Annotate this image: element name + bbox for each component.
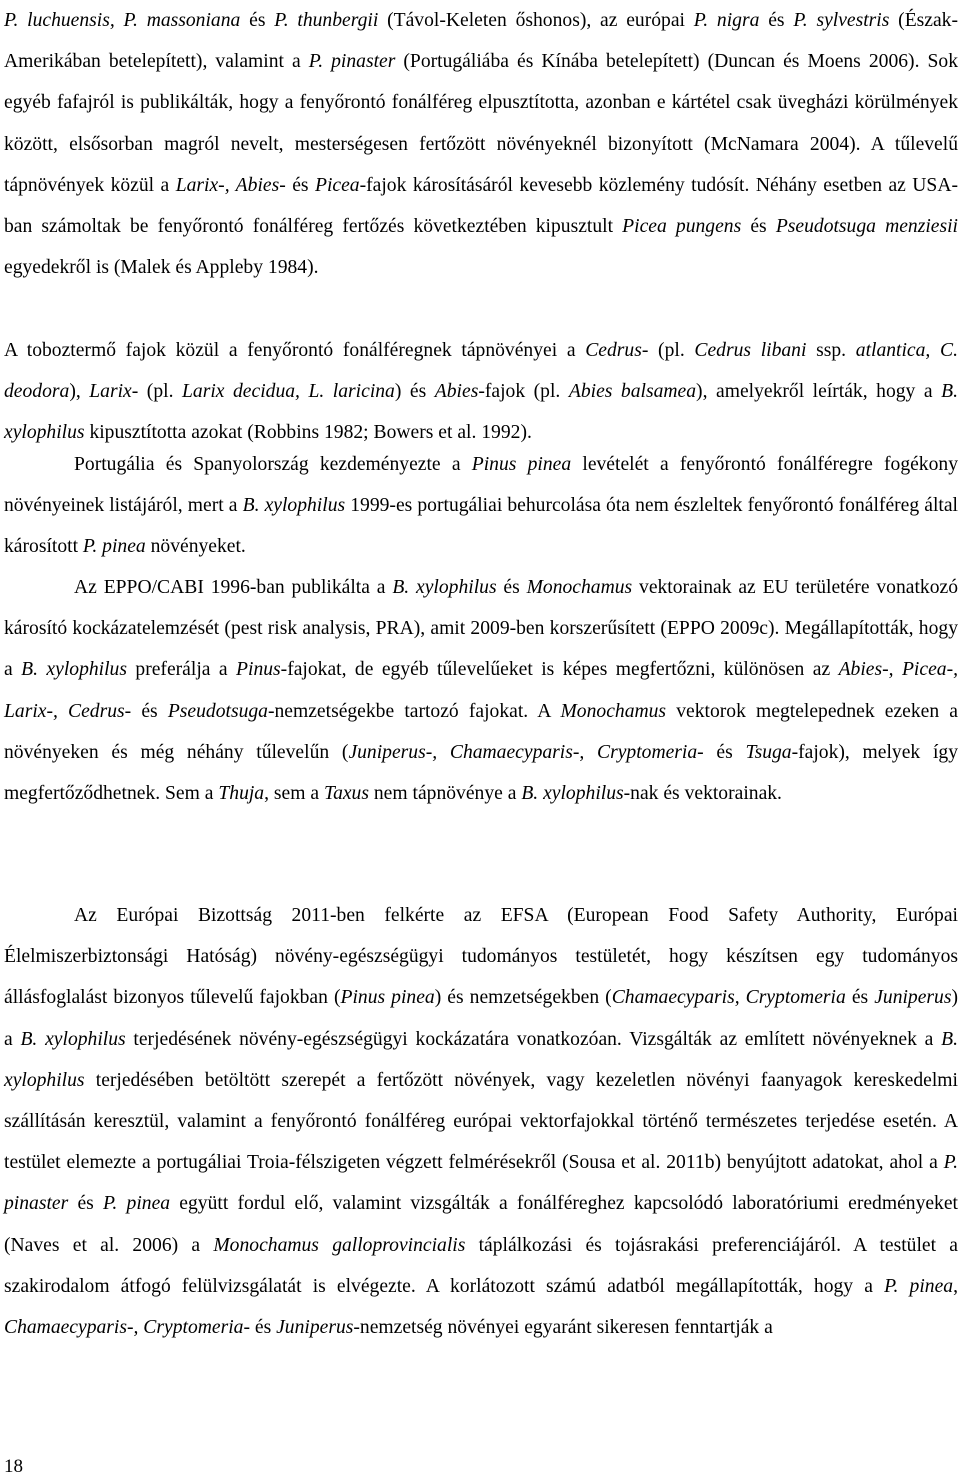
italic-taxon-text: Monochamus	[560, 700, 667, 722]
body-text: és	[249, 1317, 277, 1339]
body-text: és	[741, 216, 776, 238]
italic-taxon-text: B. xylophilus	[521, 783, 624, 805]
body-text: táplálkozási és tojásrakási preferenciájáról. A testület a szakirodalom átfogó felülvizsgálatát is elvégezte. A korlátozott számú adatból megállapították, hogy a	[4, 1234, 959, 1297]
body-text: preferálja a	[126, 659, 237, 681]
italic-taxon-text: B. xylophilus	[21, 659, 127, 681]
italic-taxon-text: Monochamus galloprovincialis	[213, 1234, 466, 1256]
body-text: (pl.	[138, 381, 183, 403]
body-text: és	[845, 987, 875, 1009]
italic-taxon-text: Picea pungens	[622, 216, 742, 238]
italic-taxon-text: B. xylophilus	[242, 495, 346, 517]
italic-taxon-text: Larix decidua, L. laricina	[182, 381, 395, 403]
italic-taxon-text: Abies	[434, 381, 479, 403]
body-text: együtt fordul elő, valamint vizsgálták a fonálféreghez kapcsolódó laboratóriumi eredményeket (Naves et al. 2006) a	[4, 1193, 958, 1256]
body-text: és	[285, 174, 315, 196]
body-text: egyedekről is (Malek és Appleby 1984).	[4, 257, 319, 279]
body-text: ssp.	[806, 340, 856, 361]
italic-taxon-text: P. thunbergii	[274, 10, 379, 31]
page-number: 18	[4, 1456, 23, 1477]
paragraph-4	[4, 567, 958, 814]
italic-taxon-text: Cedrus-	[585, 340, 649, 361]
body-text: ) a	[4, 987, 959, 1050]
body-text: terjedésében betöltött szerepét a fertőzött növények, vagy kezeletlen növényi faanyagok kereskedelmi szállításán keresztül, valamint a fenyőrontó fonálféreg európai vektorfajokkal történő természetes terjedése esetén. A testület elemezte a portugáliai Troia-félszigeten végzett felmérésekről (Sousa et al. 2011b) benyújtott adatokat, ahol a	[4, 1069, 958, 1174]
italic-taxon-text: Picea	[314, 174, 360, 196]
italic-taxon-text: Pseudotsuga	[167, 700, 268, 722]
paragraph-1	[4, 0, 958, 288]
italic-taxon-text: P. pinea	[884, 1275, 954, 1297]
body-text: Portugália és Spanyolország kezdeményezte a	[74, 454, 472, 475]
body-text: 1999-es portugáliai behurcolása óta nem észleltek fenyőrontó fonálféreg által károsított	[4, 495, 958, 558]
body-text: és	[703, 741, 746, 763]
italic-taxon-text: Larix-, Abies-	[175, 174, 286, 196]
italic-taxon-text: B. xylophilus	[392, 577, 497, 598]
body-text: vektorainak az EU területére vonatkozó károsító kockázatelemzését (pest risk analysis, PRA), amit 2009-ben korszerűsített (EPPO 2009c). Megállapították, hogy a	[4, 577, 958, 681]
italic-taxon-text: Abies-, Picea-, Larix-, Cedrus-	[4, 659, 958, 722]
italic-taxon-text: Juniperus-, Chamaecyparis-, Cryptomeria-	[348, 741, 704, 763]
paragraph-2	[4, 330, 958, 454]
italic-taxon-text: Chamaecyparis-, Cryptomeria-	[4, 1317, 250, 1339]
body-text: A toboztermő fajok közül a fenyőrontó fonálféregnek tápnövényei a	[4, 340, 586, 361]
body-text: Az EPPO/CABI 1996-ban publikálta a	[74, 577, 393, 598]
body-text: ),	[69, 381, 90, 403]
body-text: -fajokat, de egyéb tűlevelűeket is képes megfertőzni, különösen az	[280, 659, 839, 681]
body-text: ) és nemzetségekben (	[434, 987, 612, 1009]
italic-taxon-text: Thuja	[218, 783, 265, 805]
italic-taxon-text: Abies balsamea	[568, 381, 697, 403]
body-text: ,	[953, 1275, 958, 1297]
italic-taxon-text: Pinus pinea	[340, 987, 435, 1009]
body-text: vektorok megtelepednek ezeken a növényeken és még néhány tűlevelűn (	[4, 700, 959, 763]
italic-taxon-text: P. pinea	[102, 1193, 171, 1215]
italic-taxon-text: Larix-	[89, 381, 139, 403]
body-text: -fajok károsításáról kevesebb közlemény tudósít. Néhány esetben az USA-ban számoltak be fenyőrontó fonálféreg fertőzés következtében kipusztult	[4, 174, 959, 238]
italic-taxon-text: Pinus pinea	[471, 454, 572, 475]
italic-taxon-text: Juniperus	[276, 1317, 354, 1339]
body-text: és	[68, 1193, 103, 1215]
italic-taxon-text: Monochamus	[526, 577, 633, 598]
italic-taxon-text: B. xylophilus	[20, 1028, 126, 1050]
body-text: -nemzetségekbe tartozó fajokat. A	[267, 700, 561, 722]
body-text: és	[131, 700, 168, 722]
italic-taxon-text: Pseudotsuga menziesii	[775, 216, 959, 238]
body-text: növényeket.	[145, 536, 246, 558]
body-text: nem tápnövénye a	[368, 783, 522, 805]
paragraph-3	[4, 444, 958, 568]
body-text: terjedésének növény-egészségügyi kockázatára vonatkozóan. Vizsgálták az említett növényeknek a	[125, 1028, 942, 1050]
italic-taxon-text: P. pinea	[82, 536, 146, 558]
italic-taxon-text: B. xylophilus	[4, 381, 958, 444]
italic-taxon-text: Juniperus	[874, 987, 952, 1009]
body-text: levételét a fenyőrontó fonálféregre fogékony növényeinek listájáról, mert a	[4, 454, 958, 517]
italic-taxon-text: Cedrus libani	[694, 340, 807, 361]
body-text: (Észak-Amerikában betelepített), valamint a	[4, 10, 959, 73]
italic-taxon-text: Pinus	[236, 659, 281, 681]
body-text: (Portugáliába és Kínába betelepített) (Duncan és Moens 2006). Sok egyéb fafajról is publikálták, hogy a fenyőrontó fonálféreg elpusztította, azonban e kártétel csak üvegházi körülmények között, elsősorban magról nevelt, mesterségesen fertőzött növényeknél bizonyított (McNamara 2004). A tűlevelű tápnövények közül a	[4, 51, 958, 196]
italic-taxon-text: Tsuga	[745, 741, 792, 763]
body-text: , sem a	[264, 783, 324, 805]
body-text: (pl.	[648, 340, 695, 361]
italic-taxon-text: P. nigra	[693, 10, 760, 31]
body-text: és	[496, 577, 527, 598]
italic-taxon-text: P. sylvestris	[793, 10, 890, 31]
body-text: ) és	[394, 381, 435, 403]
italic-taxon-text: P. pinaster	[308, 51, 396, 73]
body-text: -fajok), melyek így megfertőződhetnek. Sem a	[4, 741, 958, 805]
italic-taxon-text: atlantica, C. deodora	[4, 340, 958, 403]
italic-taxon-text: P. pinaster	[4, 1152, 958, 1215]
body-text: ), amelyekről leírták, hogy a	[696, 381, 942, 403]
italic-taxon-text: Chamaecyparis, Cryptomeria	[611, 987, 846, 1009]
body-text: és	[240, 10, 275, 31]
body-text: Az Európai Bizottság 2011-ben felkérte az EFSA (European Food Safety Authority, Európai Élelmiszerbiztonsági Hatóság) növény-egészségügyi tudományos testületét, hogy készítsen egy tudományos állásfoglalást bizonyos tűlevelű fajokban (	[4, 905, 958, 1009]
body-text: -nemzetség növényei egyaránt sikeresen fenntartják a	[353, 1317, 773, 1339]
body-text: -nak és vektorainak.	[623, 783, 782, 805]
italic-taxon-text: P. luchuensis, P. massoniana	[4, 10, 241, 31]
body-text: és	[759, 10, 794, 31]
italic-taxon-text: B. xylophilus	[4, 1028, 958, 1091]
body-text: kipusztította azokat (Robbins 1982; Bowers et al. 1992).	[84, 422, 532, 444]
italic-taxon-text: Taxus	[323, 783, 369, 805]
body-text: -fajok (pl.	[478, 381, 569, 403]
body-text: (Távol-Keleten őshonos), az európai	[378, 10, 694, 31]
paragraph-5	[4, 895, 958, 1348]
